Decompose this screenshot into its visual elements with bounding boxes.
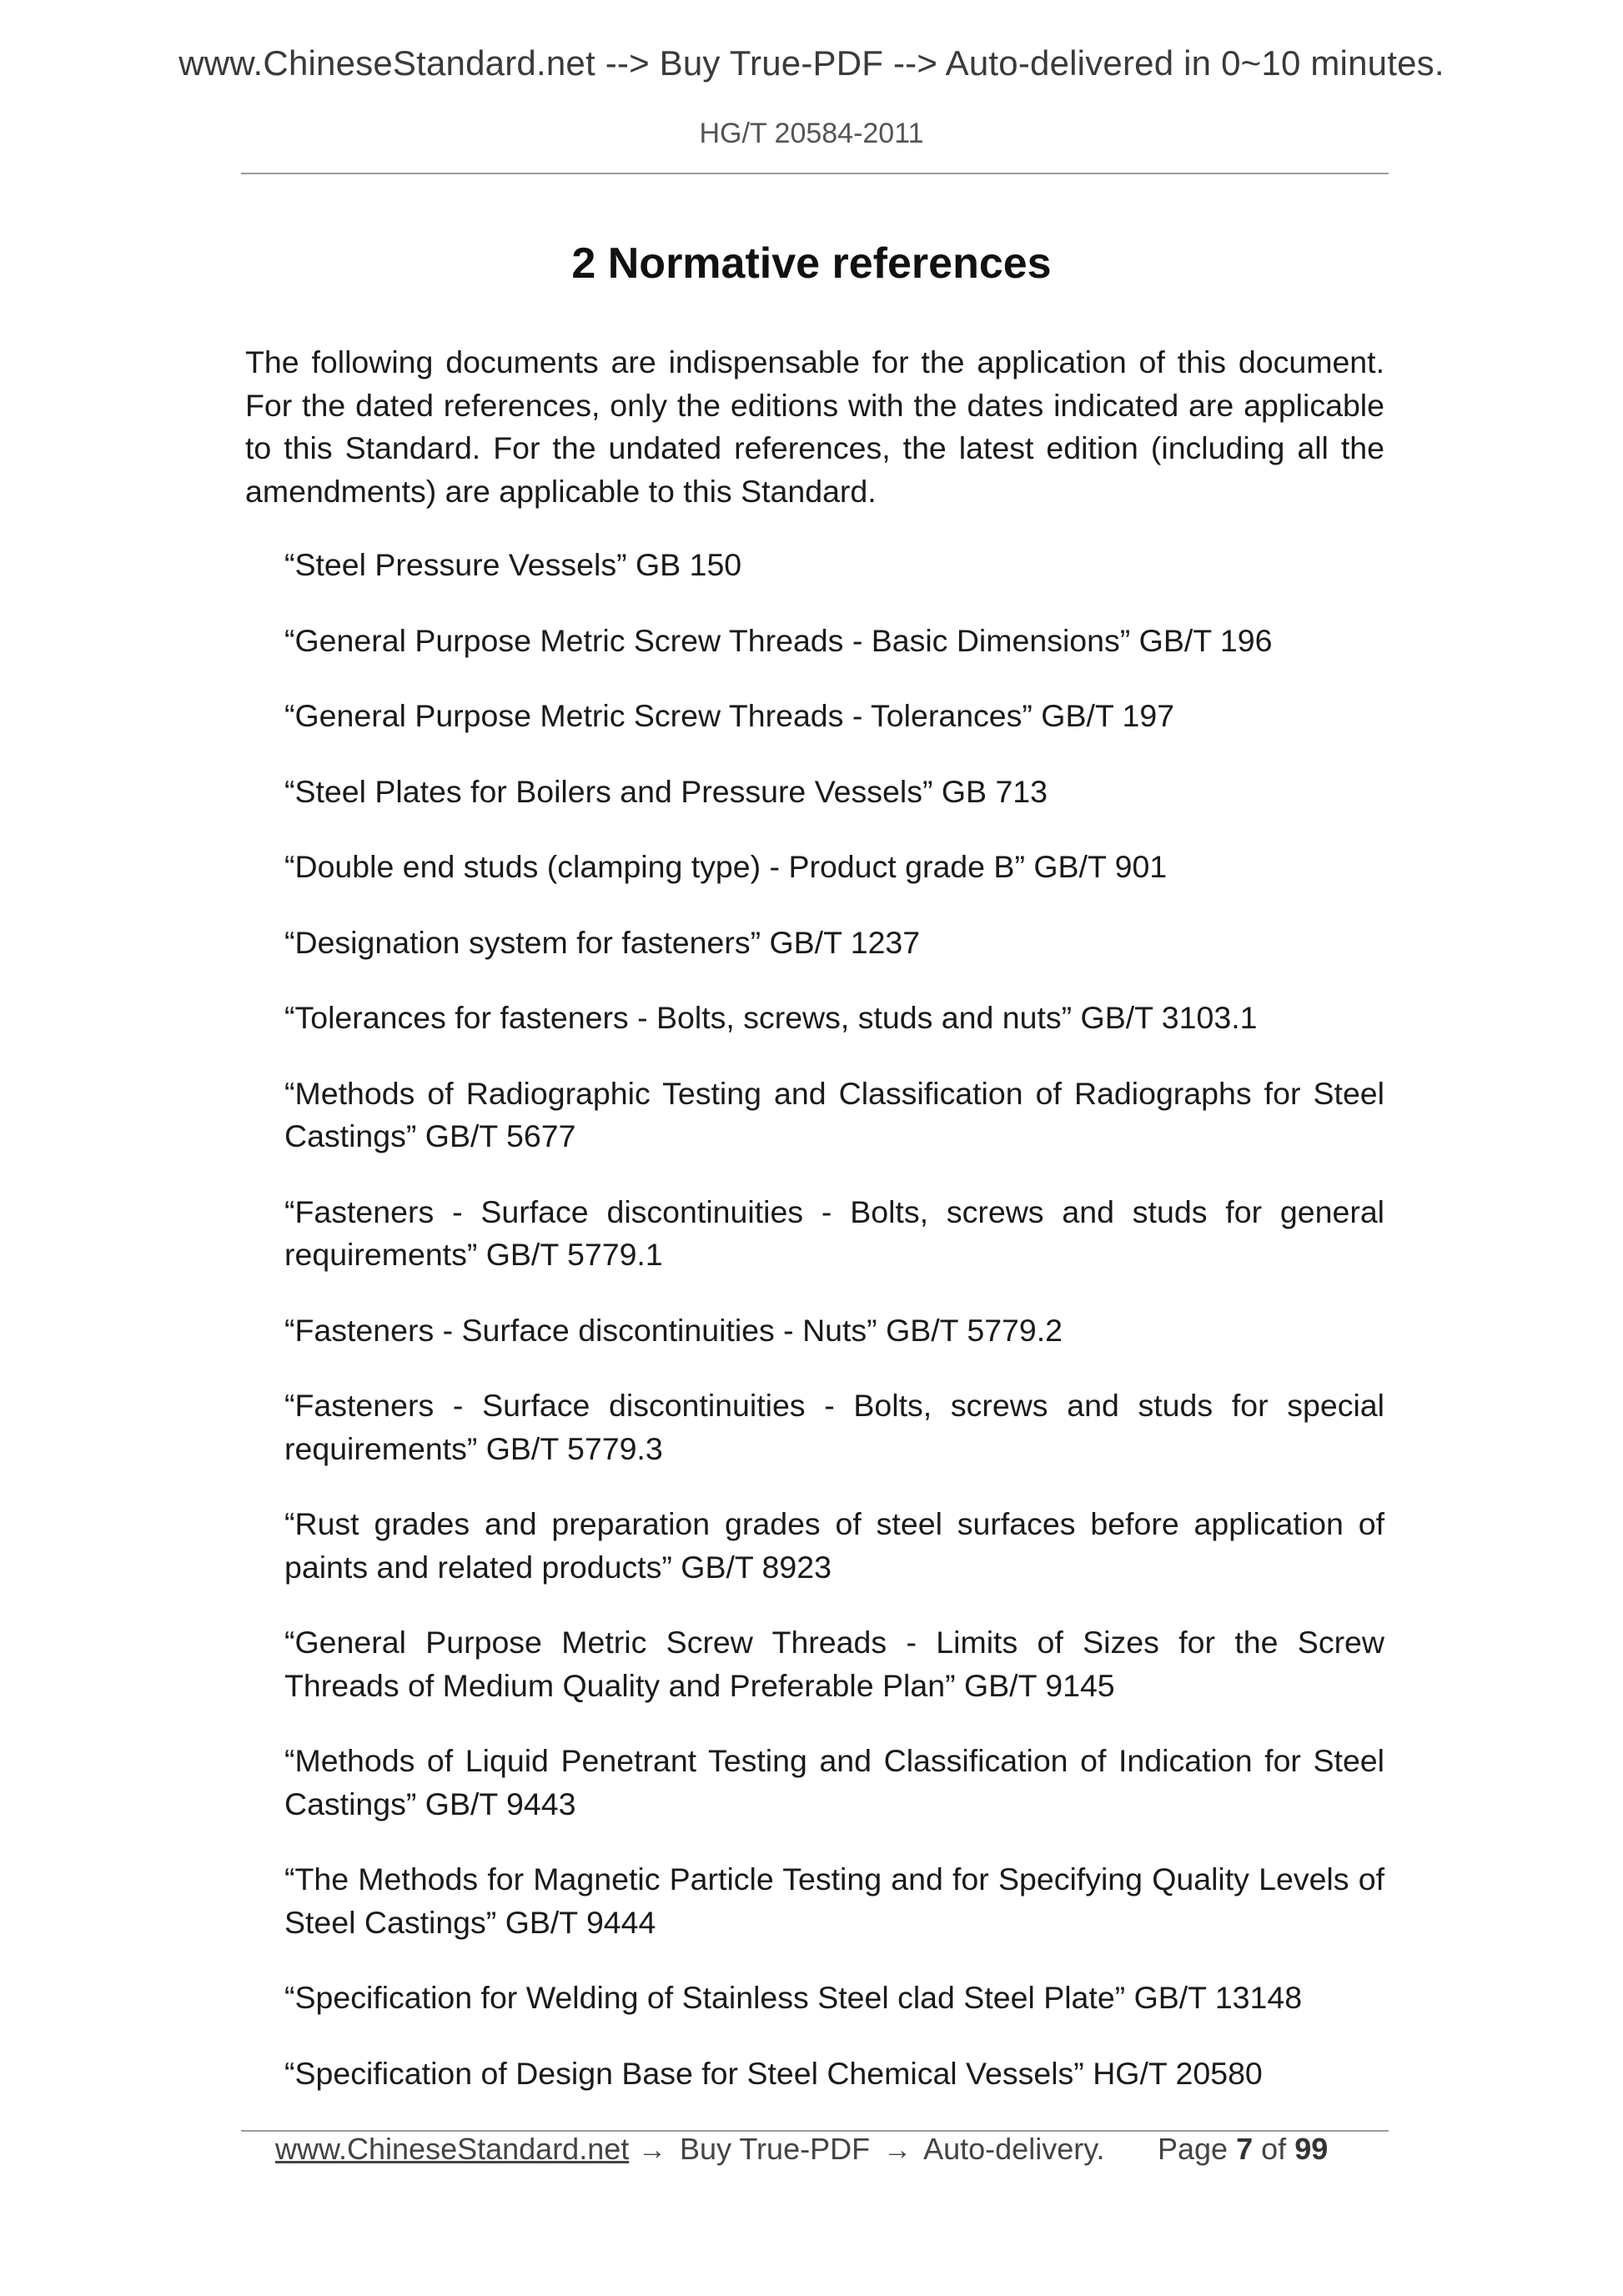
reference-item: “Methods of Radiographic Testing and Classification of Radiographs for Steel Castings” GB/T 5677	[284, 1075, 1384, 1153]
reference-item: “Methods of Liquid Penetrant Testing and Classification of Indication for Steel Castings” GB/T 9443	[284, 1743, 1384, 1821]
reference-item: “Steel Plates for Boilers and Pressure Vessels” GB 713	[284, 773, 1048, 809]
footer-auto-text: Auto-delivery.	[923, 2132, 1105, 2166]
reference-item: “Steel Pressure Vessels” GB 150	[284, 547, 742, 582]
arrow-right-icon: →	[883, 2134, 912, 2166]
document-code: HG/T 20584-2011	[699, 118, 924, 149]
reference-item: “Double end studs (clamping type) - Product grade B” GB/T 901	[284, 849, 1168, 884]
reference-item: “Specification for Welding of Stainless Steel clad Steel Plate” GB/T 13148	[284, 1980, 1303, 2015]
page-label: Page	[1158, 2132, 1229, 2166]
reference-item: “Fasteners - Surface discontinuities - Nuts” GB/T 5779.2	[284, 1312, 1063, 1348]
footer-site-link[interactable]: www.ChineseStandard.net	[275, 2132, 630, 2166]
page-number: 7	[1236, 2132, 1254, 2166]
arrow-right-icon: →	[638, 2134, 666, 2166]
reference-item: “Fasteners - Surface discontinuities - Bolts, screws and studs for special requirements” GB/T 5779.3	[284, 1388, 1384, 1466]
footer-buy-text: Buy True-PDF	[680, 2132, 871, 2166]
reference-item: “Rust grades and preparation grades of steel surfaces before application of paints and related products” GB/T 8923	[284, 1506, 1384, 1585]
reference-item: “Tolerances for fasteners - Bolts, screws, studs and nuts” GB/T 3103.1	[284, 1000, 1258, 1035]
reference-list	[284, 544, 1384, 2128]
reference-item: “General Purpose Metric Screw Threads - Limits of Sizes for the Screw Threads of Medium Quality and Preferable Plan” GB/T 9145	[284, 1625, 1384, 1703]
header-divider	[241, 173, 1389, 174]
section-title: 2 Normative references	[571, 239, 1052, 288]
intro-paragraph: The following documents are indispensable for the application of this document. For the dated references, only the editions with the dates indicated are applicable to this Standard. For the undated references, the latest edition (including all the amendments) are applicable to this Standard.	[245, 344, 1384, 509]
reference-item: “Designation system for fasteners” GB/T 1237	[284, 924, 921, 960]
reference-item: “General Purpose Metric Screw Threads - Tolerances” GB/T 197	[284, 698, 1175, 733]
reference-item: “Fasteners - Surface discontinuities - Bolts, screws and studs for general requirements” GB/T 5779.1	[284, 1193, 1384, 1272]
reference-item: “Specification of Design Base for Steel Chemical Vessels” HG/T 20580	[284, 2055, 1263, 2091]
reference-item: “The Methods for Magnetic Particle Testing and for Specifying Quality Levels of Steel Castings” GB/T 9444	[284, 1861, 1384, 1940]
page-footer	[275, 2132, 1359, 2172]
page-total: 99	[1294, 2132, 1329, 2166]
footer-delivery-text	[633, 2132, 1105, 2167]
reference-item: “General Purpose Metric Screw Threads - Basic Dimensions” GB/T 196	[284, 622, 1273, 658]
top-banner: www.ChineseStandard.net --> Buy True-PDF --> Auto-delivered in 0~10 minutes.	[178, 43, 1445, 83]
of-label: of	[1261, 2132, 1287, 2166]
page-indicator	[1158, 2132, 1328, 2167]
